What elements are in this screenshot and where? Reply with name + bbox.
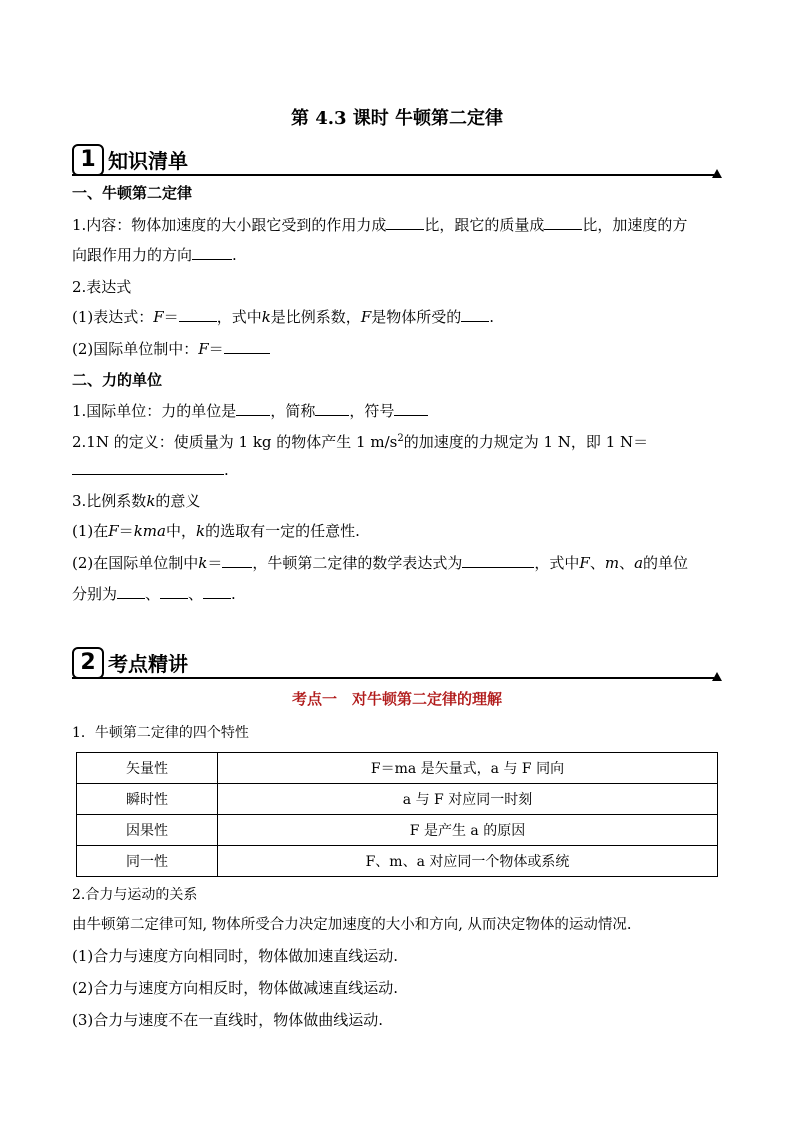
superscript: 2: [397, 433, 404, 444]
text: .: [489, 308, 495, 326]
paragraph-case-2: (2)合力与速度方向相反时，物体做减速直线运动.: [72, 979, 399, 997]
paragraph-expression-1: [72, 306, 494, 327]
section-header-1: [72, 142, 722, 176]
list-item-1: 1．牛顿第二定律的四个特性: [72, 725, 249, 741]
text: 的单位: [643, 554, 689, 572]
text: k: [195, 522, 206, 540]
table-row: [77, 846, 718, 877]
fill-blank[interactable]: [236, 401, 270, 416]
text: 的加速度的力规定为 1 N，即 1 N＝: [403, 433, 649, 451]
paragraph-unit-2: [72, 431, 648, 452]
text: ＝: [208, 340, 224, 358]
fill-blank[interactable]: [117, 584, 145, 599]
text: ，简称: [270, 402, 316, 420]
table-cell: a 与 F 对应同一时刻: [218, 784, 718, 815]
text: k: [261, 308, 271, 326]
paragraph-unit-1: [72, 400, 428, 421]
text: .: [232, 246, 237, 264]
text: a: [634, 554, 644, 572]
fill-blank[interactable]: [386, 215, 424, 230]
table-cell: 同一性: [77, 846, 218, 877]
section-title: 知识清单: [108, 149, 188, 173]
text: 的选取有一定的任意性.: [205, 522, 360, 540]
text: k: [146, 492, 156, 510]
properties-table: [76, 752, 718, 877]
fill-blank[interactable]: [224, 339, 270, 354]
table-cell: 矢量性: [77, 753, 218, 784]
triangle-icon: [712, 672, 722, 681]
text: ，牛顿第二定律的数学表达式为: [252, 554, 463, 572]
section-number: 1: [72, 144, 104, 176]
table-cell: F＝ma 是矢量式，a 与 F 同向: [218, 753, 718, 784]
paragraph-content-1: [72, 214, 687, 235]
text: ，符号: [349, 402, 395, 420]
section-header-2: [72, 645, 722, 679]
fill-blank[interactable]: [222, 553, 252, 568]
section-rule: [72, 174, 714, 176]
page-title: 第 4.3 课时 牛顿第二定律: [290, 108, 504, 129]
table-row: [77, 784, 718, 815]
fill-blank[interactable]: [203, 584, 231, 599]
paragraph-force-motion: 由牛顿第二定律可知, 物体所受合力决定加速度的大小和方向, 从而决定物体的运动情况.: [72, 917, 632, 933]
fill-blank[interactable]: [462, 553, 534, 568]
text: 是比例系数，: [270, 308, 361, 326]
heading-force-unit: 二、力的单位: [72, 371, 163, 389]
text: 1.国际单位：力的单位是: [72, 402, 237, 420]
table-cell: F 是产生 a 的原因: [218, 815, 718, 846]
text: ，式中: [534, 554, 580, 572]
text: 的意义: [155, 492, 201, 510]
text: ＝: [207, 554, 223, 572]
section-title: 考点精讲: [108, 652, 188, 676]
fill-blank[interactable]: [192, 245, 232, 260]
table-row: [77, 815, 718, 846]
paragraph-case-1: (1)合力与速度方向相同时，物体做加速直线运动.: [72, 947, 399, 965]
text: ，式中: [216, 308, 262, 326]
text: (1)在: [72, 522, 109, 540]
fill-blank[interactable]: [160, 584, 188, 599]
paragraph-expression-2: [72, 338, 270, 359]
topic-heading: 考点一 对牛顿第二定律的理解: [291, 690, 502, 708]
text: ＝: [118, 522, 134, 540]
triangle-icon: [712, 169, 722, 178]
text: 3.比例系数: [72, 492, 147, 510]
text: F: [108, 522, 119, 540]
text: 比，加速度的方: [582, 216, 688, 234]
table-cell: F、m、a 对应同一个物体或系统: [218, 846, 718, 877]
paragraph-k-4: [72, 583, 236, 604]
text: (2)国际单位制中：: [72, 340, 199, 358]
text: F: [198, 340, 209, 358]
text: 2.1N 的定义：使质量为 1 kg 的物体产生 1 m/s: [72, 433, 398, 451]
heading-newton-law: 一、牛顿第二定律: [72, 184, 193, 202]
text: 中，: [165, 522, 196, 540]
section-rule: [72, 677, 714, 679]
text: (1)表达式：: [72, 308, 154, 326]
table-cell: 瞬时性: [77, 784, 218, 815]
paragraph-unit-3: [72, 460, 229, 479]
subheading-expression: 2.表达式: [72, 278, 132, 296]
text: 1.内容：物体加速度的大小跟它受到的作用力成: [72, 216, 387, 234]
text: .: [224, 461, 229, 479]
text: m: [604, 554, 620, 572]
text: kma: [133, 522, 166, 540]
paragraph-k-1: [72, 490, 200, 511]
paragraph-k-2: [72, 520, 360, 541]
text: 、: [619, 554, 635, 572]
text: 分别为: [72, 585, 118, 603]
fill-blank[interactable]: [544, 215, 582, 230]
table-cell: 因果性: [77, 815, 218, 846]
fill-blank[interactable]: [461, 307, 489, 322]
text: F: [153, 308, 164, 326]
text: .: [231, 585, 236, 603]
text: 向跟作用力的方向: [72, 246, 193, 264]
text: 是物体所受的: [371, 308, 462, 326]
table-row: [77, 753, 718, 784]
list-item-2: 2.合力与运动的关系: [72, 887, 198, 903]
text: 、: [145, 585, 161, 603]
text: ＝: [163, 308, 179, 326]
paragraph-content-2: [72, 244, 237, 265]
section-number: 2: [72, 647, 104, 679]
text: (2)在国际单位制中: [72, 554, 199, 572]
fill-blank[interactable]: [179, 307, 217, 322]
text: 比，跟它的质量成: [424, 216, 545, 234]
text: F: [579, 554, 590, 572]
text: F: [360, 308, 372, 326]
paragraph-case-3: (3)合力与速度不在一直线时，物体做曲线运动.: [72, 1011, 384, 1029]
text: 、: [188, 585, 204, 603]
fill-blank[interactable]: [394, 401, 428, 416]
paragraph-k-3: [72, 552, 688, 573]
text: k: [198, 554, 208, 572]
text: 、: [589, 554, 605, 572]
fill-blank[interactable]: [315, 401, 349, 416]
fill-blank[interactable]: [72, 460, 224, 475]
